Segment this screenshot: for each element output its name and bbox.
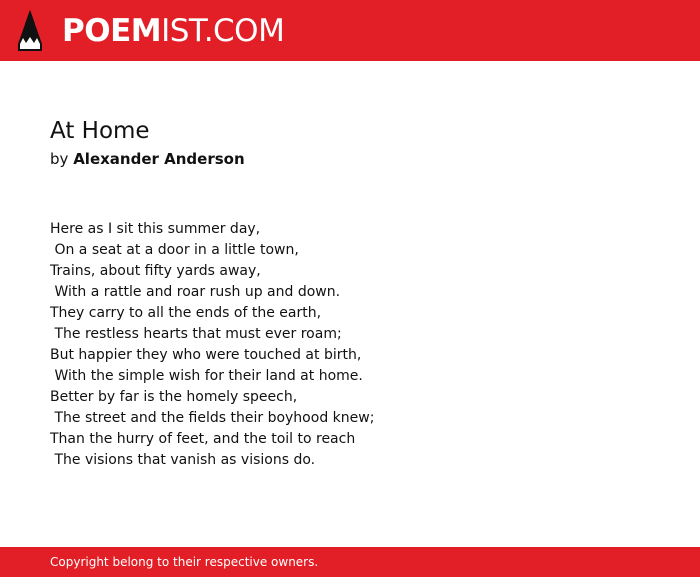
poem-line: But happier they who were touched at birth, bbox=[50, 347, 362, 363]
poem-line: Trains, about fifty yards away, bbox=[50, 263, 261, 279]
poem-line: Here as I sit this summer day, bbox=[50, 221, 261, 237]
poem-line: Than the hurry of feet, and the toil to reach bbox=[50, 431, 356, 447]
poem-line: With a rattle and roar rush up and down. bbox=[50, 284, 341, 300]
poem-byline bbox=[50, 149, 245, 169]
copyright-text: Copyright belong to their respective owners. bbox=[50, 555, 319, 569]
poem-line: On a seat at a door in a little town, bbox=[50, 242, 299, 258]
poem-line: The restless hearts that must ever roam; bbox=[50, 326, 342, 342]
poem-line: Better by far is the homely speech, bbox=[50, 389, 298, 405]
brand-light-text: IST.COM bbox=[161, 13, 285, 49]
poem-line: With the simple wish for their land at home. bbox=[50, 368, 363, 384]
brand-bold-text: POEM bbox=[62, 13, 162, 49]
poem-body bbox=[50, 219, 374, 471]
poem-author: Alexander Anderson bbox=[73, 150, 245, 168]
site-footer bbox=[0, 547, 700, 577]
pencil-tip-icon bbox=[18, 10, 42, 51]
poem-line: The visions that vanish as visions do. bbox=[50, 452, 316, 468]
site-logo[interactable] bbox=[62, 13, 284, 49]
poem-title: At Home bbox=[50, 118, 150, 144]
poem-line: They carry to all the ends of the earth, bbox=[50, 305, 322, 321]
poem-line: The street and the fields their boyhood knew; bbox=[50, 410, 375, 426]
byline-prefix: by bbox=[50, 150, 69, 168]
site-header bbox=[0, 0, 700, 61]
